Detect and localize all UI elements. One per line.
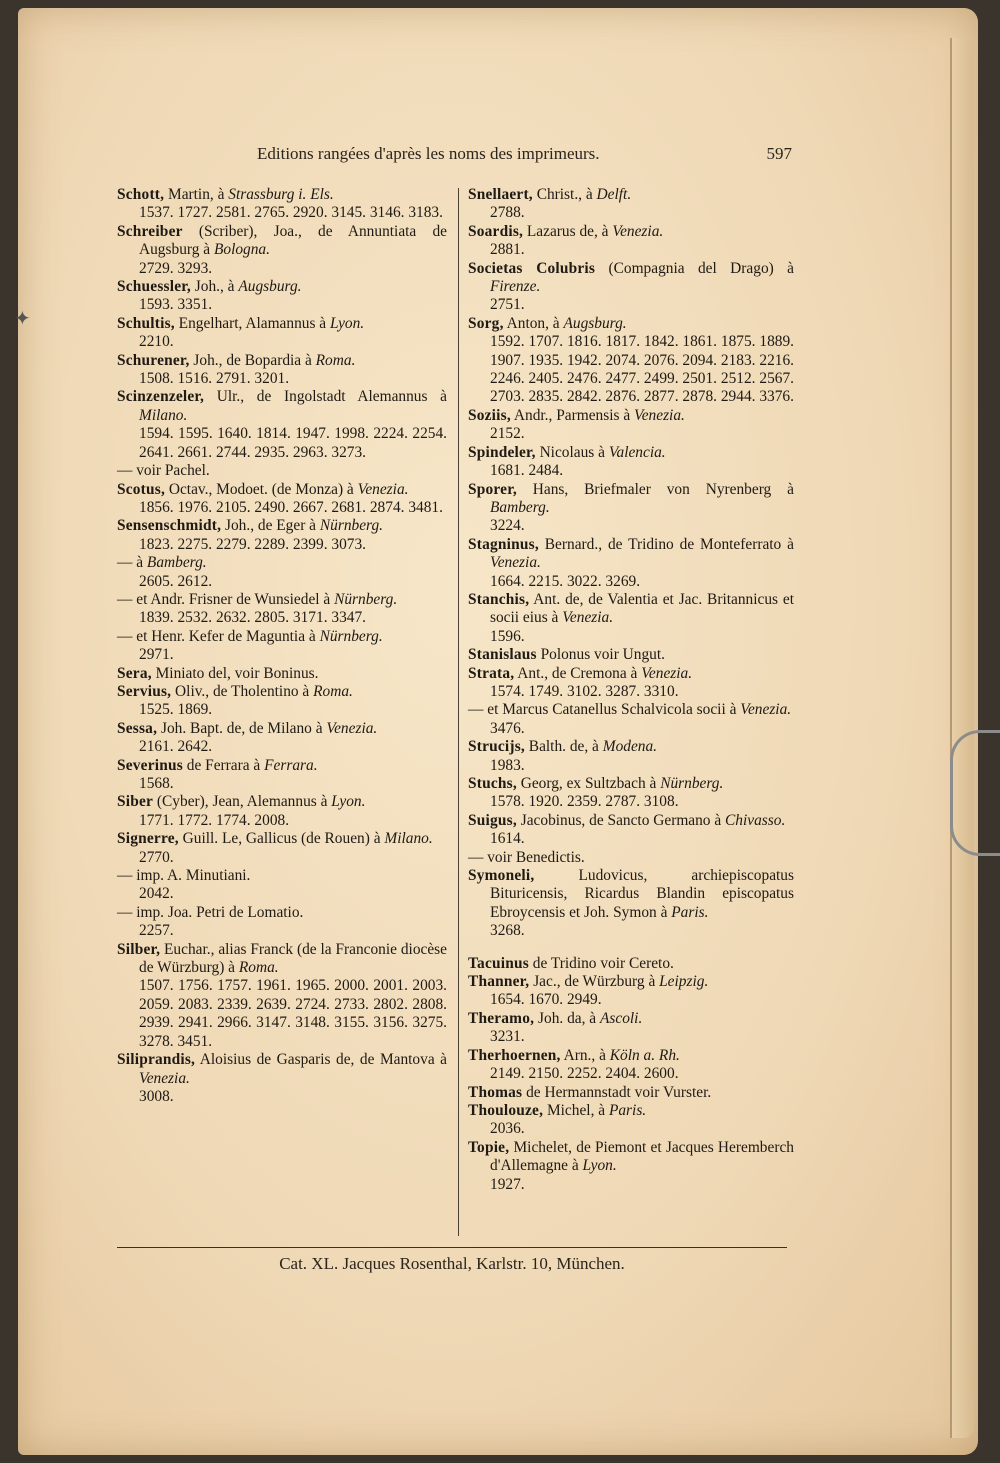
- printer-name: Symoneli,: [468, 867, 535, 885]
- catalog-entry: [117, 720, 447, 757]
- printer-name: Thomas: [468, 1083, 523, 1101]
- page-number: 597: [766, 144, 792, 163]
- catalog-entry: [468, 1102, 794, 1139]
- printer-name: Silber,: [117, 940, 161, 958]
- catalog-entry: [468, 973, 794, 1010]
- printer-name: Schultis,: [117, 314, 175, 332]
- catalog-entry: [468, 1010, 794, 1047]
- printer-name: Topie,: [468, 1138, 510, 1156]
- catalog-entry: [117, 554, 447, 591]
- place-name: Nürnberg.: [319, 627, 383, 645]
- catalog-entry: [468, 646, 794, 664]
- place-name: Roma.: [313, 682, 353, 700]
- place-name: Firenze.: [490, 278, 541, 296]
- printer-name: Sessa,: [117, 719, 158, 737]
- edition-numbers: 3231.: [490, 1028, 525, 1046]
- printer-name: Soardis,: [468, 222, 524, 240]
- edition-numbers: 1593. 3351.: [139, 296, 213, 314]
- page-header: [257, 144, 792, 168]
- catalog-entry: [468, 591, 794, 646]
- entry-text: Ludovicus, archiepiscopatus Bituricensis, Ricardus Blandin episcopatus Ebroycensis et Joh. Symon à: [490, 867, 794, 921]
- entry-text: — voir Benedictis.: [468, 848, 585, 866]
- edition-numbers: 2788.: [490, 204, 525, 222]
- edition-numbers: 1525. 1869.: [139, 701, 213, 719]
- catalog-entry: [117, 591, 447, 628]
- place-name: Nürnberg.: [334, 590, 398, 608]
- printer-name: Strucijs,: [468, 738, 525, 756]
- entry-text: — imp. Joa. Petri de Lomatio.: [117, 903, 304, 921]
- edition-numbers: 2770.: [139, 848, 174, 866]
- edition-numbers: 1508. 1516. 2791. 3201.: [139, 370, 290, 388]
- printer-name: Thoulouze,: [468, 1101, 544, 1119]
- entry-text: Georg, ex Sultzbach à: [516, 775, 661, 792]
- edition-numbers: 2971.: [139, 646, 174, 664]
- printer-name: Snellaert,: [468, 186, 533, 203]
- entry-text: Oliv., de Tholentino à: [171, 682, 314, 700]
- catalog-entry: [468, 849, 794, 867]
- printer-name: Schreiber: [117, 222, 183, 240]
- entry-text: — et Henr. Kefer de Maguntia à: [117, 627, 320, 645]
- catalog-entry: [468, 407, 794, 444]
- entry-text: de Hermannstadt voir Vurster.: [522, 1083, 712, 1101]
- catalog-entry: [468, 1139, 794, 1194]
- edition-numbers: 1681. 2484.: [490, 462, 564, 480]
- entry-text: — et Marcus Catanellus Schalvicola socii à: [468, 701, 741, 719]
- place-name: Bamberg.: [146, 554, 207, 572]
- place-name: Bamberg.: [490, 498, 550, 516]
- catalog-entry: [468, 701, 794, 738]
- edition-numbers: 1568.: [139, 775, 174, 792]
- place-name: Augsburg.: [563, 314, 627, 332]
- edition-numbers: 1614.: [490, 830, 525, 848]
- edition-numbers: 2152.: [490, 425, 525, 443]
- catalog-entry: [468, 1084, 794, 1102]
- place-name: Köln a. Rh.: [609, 1046, 680, 1064]
- catalog-entry: [117, 517, 447, 554]
- printer-name: Soziis,: [468, 406, 511, 424]
- entry-text: — voir Pachel.: [117, 462, 210, 480]
- catalog-entry: [468, 481, 794, 536]
- place-name: Nürnberg.: [660, 775, 724, 792]
- place-name: Venezia.: [641, 664, 693, 682]
- edition-numbers: 2042.: [139, 885, 174, 903]
- entry-text: Anton, à: [503, 314, 564, 332]
- entry-text: Engelhart, Alamannus à: [174, 314, 330, 332]
- catalog-entry: [117, 867, 447, 904]
- entry-text: Aloisius de Gasparis de, de Mantova à: [195, 1051, 447, 1069]
- entry-text: Michel, à: [543, 1101, 609, 1119]
- edition-numbers: 3476.: [490, 719, 525, 737]
- entry-text: (Compagnia del Drago) à: [595, 259, 794, 277]
- catalog-entry: [117, 278, 447, 315]
- place-name: Leipzig.: [659, 973, 709, 991]
- catalog-entry: [468, 186, 794, 223]
- entry-text: Nicolaus à: [535, 443, 609, 461]
- catalog-entry: [117, 186, 447, 223]
- edition-numbers: 3008.: [139, 1087, 174, 1105]
- entry-text: Andr., Parmensis à: [510, 406, 635, 424]
- printer-name: Suigus,: [468, 811, 517, 829]
- printer-name: Theramo,: [468, 1009, 535, 1027]
- place-name: Venezia.: [634, 406, 685, 424]
- entry-text: de Ferrara à: [182, 756, 265, 774]
- edition-numbers: 1654. 1670. 2949.: [490, 991, 602, 1009]
- printer-name: Siliprandis,: [117, 1051, 196, 1069]
- place-name: Valencia.: [608, 443, 666, 461]
- entry-text: Joh., à: [190, 278, 239, 296]
- entry-text: Hans, Briefmaler von Nyrenberg à: [516, 480, 794, 498]
- catalog-entry: [117, 757, 447, 794]
- printer-name: Schuessler,: [117, 278, 191, 296]
- catalog-entry: [468, 223, 794, 260]
- printer-name: Sporer,: [468, 480, 517, 498]
- entry-text: Joh., de Bopardia à: [189, 351, 316, 369]
- printer-name: Thanner,: [468, 973, 530, 991]
- place-name: Roma.: [315, 351, 356, 369]
- place-name: Paris.: [671, 903, 709, 921]
- printer-name: Sera,: [117, 664, 152, 682]
- catalog-entry: [117, 223, 447, 278]
- place-name: Delft.: [596, 186, 632, 203]
- edition-numbers: 1983.: [490, 756, 525, 774]
- entry-text: Miniato del, voir Boninus.: [151, 664, 319, 682]
- place-name: Lyon.: [329, 314, 365, 332]
- entry-text: Euchar., alias Franck (de la Franconie diocèse de Würzburg) à: [139, 940, 447, 977]
- entry-text: Joh. da, à: [534, 1009, 600, 1027]
- printer-name: Sorg,: [468, 314, 504, 332]
- edition-numbers: 2257.: [139, 922, 174, 940]
- edition-numbers: 2210.: [139, 333, 174, 351]
- edition-numbers: 2751.: [490, 296, 525, 314]
- printer-name: Schott,: [117, 186, 165, 203]
- entry-text: Christ., à: [532, 186, 597, 203]
- catalog-entry: [117, 352, 447, 389]
- printer-name: Stuchs,: [468, 775, 517, 792]
- entry-text: Octav., Modoet. (de Monza) à: [165, 480, 358, 498]
- entry-text: — imp. A. Minutiani.: [117, 867, 251, 885]
- edition-numbers: 1578. 1920. 2359. 2787. 3108.: [490, 793, 679, 811]
- catalog-entry: [117, 315, 447, 352]
- edition-numbers: 3268.: [490, 922, 525, 940]
- edition-numbers: 1927.: [490, 1175, 525, 1193]
- left-column: [117, 186, 447, 1106]
- printer-name: Societas Colubris: [468, 259, 596, 277]
- catalog-entry: [468, 444, 794, 481]
- edition-numbers: 1664. 2215. 3022. 3269.: [490, 572, 641, 590]
- catalog-entry: [117, 904, 447, 941]
- place-name: Lyon.: [331, 793, 366, 811]
- catalog-entry: [117, 1051, 447, 1106]
- place-name: Bologna.: [213, 241, 270, 259]
- catalog-entry: [468, 260, 794, 315]
- margin-mark-icon: ✦: [14, 308, 31, 330]
- entry-text: Ant., de Cremona à: [514, 664, 642, 682]
- entry-text: Lazarus de, à: [523, 222, 613, 240]
- entry-text: Jac., de Würzburg à: [529, 973, 660, 991]
- place-name: Roma.: [238, 959, 279, 977]
- edition-numbers: 1839. 2532. 2632. 2805. 3171. 3347.: [139, 609, 367, 627]
- entry-text: Jacobinus, de Sancto Germano à: [516, 811, 726, 829]
- printer-name: Severinus: [117, 756, 183, 774]
- printer-name: Signerre,: [117, 830, 179, 848]
- entry-text: (Cyber), Jean, Alemannus à: [153, 793, 332, 811]
- catalog-entry: [117, 941, 447, 1051]
- printer-name: Therhoernen,: [468, 1046, 561, 1064]
- catalog-entry: [117, 665, 447, 683]
- entry-text: — et Andr. Frisner de Wunsiedel à: [117, 590, 335, 608]
- edition-numbers: 2149. 2150. 2252. 2404. 2600.: [490, 1065, 679, 1083]
- catalog-entry: [468, 665, 794, 702]
- entry-text: Ant. de, de Valentia et Jac. Britannicus et socii eius à: [490, 590, 794, 627]
- printer-name: Spindeler,: [468, 443, 536, 461]
- printer-name: Tacuinus: [468, 954, 529, 972]
- edition-numbers: 2729. 3293.: [139, 259, 213, 277]
- catalog-entry: [117, 793, 447, 830]
- printer-name: Siber: [117, 793, 154, 811]
- place-name: Modena.: [602, 738, 658, 756]
- entry-text: Arn., à: [560, 1046, 610, 1064]
- catalog-entry: [468, 812, 794, 849]
- edition-numbers: 2036.: [490, 1120, 525, 1138]
- entry-text: Guill. Le, Gallicus (de Rouen) à: [178, 830, 385, 848]
- entry-text: Ulr., de Ingolstadt Alemannus à: [204, 388, 447, 406]
- catalog-entry: [117, 830, 447, 867]
- edition-numbers: 1574. 1749. 3102. 3287. 3310.: [490, 682, 679, 700]
- catalog-entry: [117, 481, 447, 518]
- place-name: Ferrara.: [264, 756, 318, 774]
- printer-name: Scotus,: [117, 480, 166, 498]
- entry-text: — à: [117, 554, 147, 572]
- running-title: Editions rangées d'après les noms des imprimeurs.: [257, 144, 600, 163]
- catalog-entry: [117, 683, 447, 720]
- edition-numbers: 1537. 1727. 2581. 2765. 2920. 3145. 3146. 3183.: [139, 204, 443, 222]
- place-name: Venezia.: [612, 222, 664, 240]
- printer-name: Scinzenzeler,: [117, 388, 205, 406]
- place-name: Augsburg.: [238, 278, 302, 296]
- edition-numbers: 2881.: [490, 241, 525, 259]
- entry-text: Martin, à: [164, 186, 229, 203]
- edition-numbers: 1596.: [490, 627, 525, 645]
- edition-numbers: 1823. 2275. 2279. 2289. 2399. 3073.: [139, 535, 367, 553]
- edition-numbers: 1507. 1756. 1757. 1961. 1965. 2000. 2001. 2003. 2059. 2083. 2339. 2639. 2724. 2733. 2802. 2808. 2939. 2941. 2966. 3147. 3148. 3155. 3156. 3275. 3278. 3451.: [139, 977, 447, 1050]
- entry-text: (Scriber), Joa., de Annuntiata de Augsburg à: [139, 222, 447, 259]
- printer-name: Stanchis,: [468, 590, 530, 608]
- place-name: Chivasso.: [725, 811, 786, 829]
- place-name: Venezia.: [326, 719, 378, 737]
- catalog-entry: [468, 775, 794, 812]
- edition-numbers: 1592. 1707. 1816. 1817. 1842. 1861. 1875. 1889. 1907. 1935. 1942. 2074. 2076. 2094. 2183. 2216. 2246. 2405. 2476. 2477. 2499. 2501. 2512. 2567. 2703. 2835. 2842. 2876. 2877. 2878. 2944. 3376.: [490, 333, 794, 406]
- place-name: Venezia.: [139, 1069, 190, 1087]
- edition-numbers: 2605. 2612.: [139, 572, 213, 590]
- catalog-entry: [117, 462, 447, 480]
- edition-numbers: 2161. 2642.: [139, 738, 213, 756]
- catalog-entry: [468, 867, 794, 941]
- entry-text: Bernard., de Tridino de Monteferrato à: [538, 535, 794, 553]
- place-name: Strassburg i. Els.: [228, 186, 334, 203]
- entry-text: Polonus voir Ungut.: [536, 646, 665, 664]
- place-name: Venezia.: [490, 554, 541, 572]
- column-divider: [458, 188, 459, 1236]
- edition-numbers: 1594. 1595. 1640. 1814. 1947. 1998. 2224. 2254. 2641. 2661. 2744. 2935. 2963. 3273.: [139, 425, 447, 461]
- place-name: Milano.: [384, 830, 433, 848]
- place-name: Venezia.: [740, 701, 792, 719]
- place-name: Ascoli.: [599, 1009, 643, 1027]
- printer-name: Strata,: [468, 664, 515, 682]
- place-name: Paris.: [608, 1101, 647, 1119]
- catalog-entry: [468, 536, 794, 591]
- catalog-entry: [468, 1047, 794, 1084]
- printer-name: Stagninus,: [468, 535, 539, 553]
- place-name: Venezia.: [562, 609, 614, 627]
- printer-name: Stanislaus: [468, 646, 537, 664]
- place-name: Venezia.: [357, 480, 409, 498]
- printer-name: Servius,: [117, 682, 172, 700]
- printer-name: Sensenschmidt,: [117, 517, 222, 535]
- catalog-entry: [468, 315, 794, 407]
- entry-text: Joh., de Eger à: [221, 517, 320, 535]
- entry-text: de Tridino voir Cereto.: [528, 954, 674, 972]
- edition-numbers: 3224.: [490, 517, 525, 535]
- catalog-entry: [468, 738, 794, 775]
- catalog-entry: [117, 388, 447, 462]
- paper-clip: [950, 730, 1000, 856]
- page-footer: Cat. XL. Jacques Rosenthal, Karlstr. 10, München.: [279, 1254, 625, 1273]
- right-column: [468, 186, 794, 1194]
- catalog-entry: [117, 628, 447, 665]
- printer-name: Schurener,: [117, 351, 190, 369]
- place-name: Lyon.: [582, 1157, 617, 1175]
- entry-text: Balth. de, à: [524, 738, 603, 756]
- footer-rule: [117, 1247, 787, 1248]
- place-name: Milano.: [139, 406, 188, 424]
- edition-numbers: 1856. 1976. 2105. 2490. 2667. 2681. 2874. 3481.: [139, 498, 443, 516]
- catalog-entry: [468, 955, 794, 973]
- entry-text: Joh. Bapt. de, de Milano à: [157, 719, 327, 737]
- edition-numbers: 1771. 1772. 1774. 2008.: [139, 811, 290, 829]
- entry-text: Michelet, de Piemont et Jacques Heremberch d'Allemagne à: [490, 1138, 794, 1175]
- place-name: Nürnberg.: [319, 517, 384, 535]
